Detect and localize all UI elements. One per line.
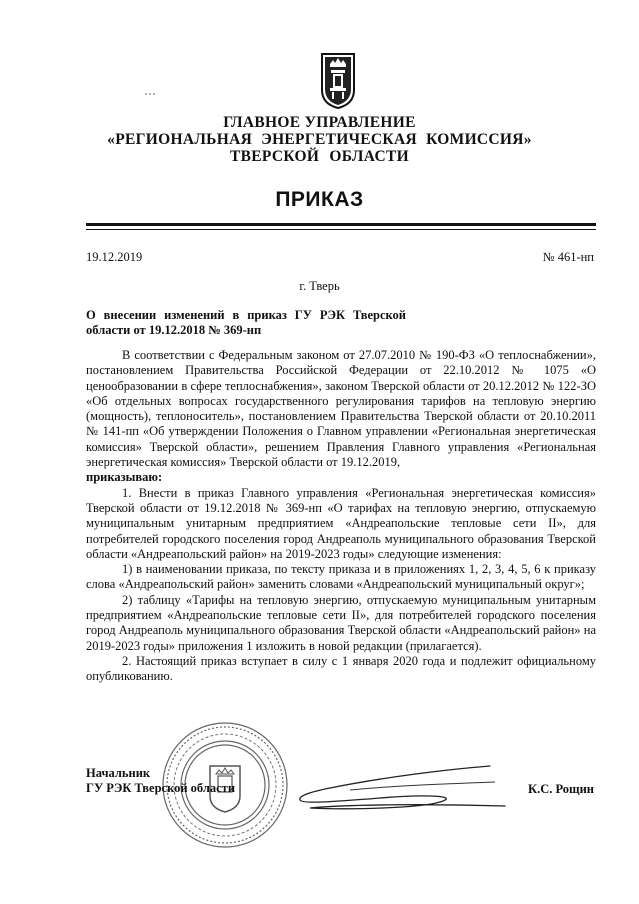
header-line-3: ТВЕРСКОЙ ОБЛАСТИ [230, 148, 409, 165]
document-city: г. Тверь [299, 279, 340, 293]
header-rule-thin [86, 229, 596, 230]
signatory-position-line-1: Начальник [86, 766, 151, 780]
item-1-2-paragraph: 2) таблицу «Тарифы на тепловую энергию, отпускаемую муниципальным унитарным предприятием «Андреапольские тепловые сети II», для потребителей городского поселения город Андреаполь муниципального образования Тверской области «Андреапольский район» на 2019-2023 годы» приложения 1 изложить в новой редакции (прилагается). [86, 592, 596, 653]
item-1-paragraph: 1. Внести в приказ Главного управления «Региональная энергетическая комиссия» Тверской области от 19.12.2018 № 369-нп «О тарифах на тепловую энергию, отпускаемую муниципальным унитарным предприятием «Андреапольские тепловые сети II», для потребителей городского поселения город Андреаполь муниципального образования Тверской области «Андреапольский район» на 2019-2023 годы» следующие изменения: [86, 485, 596, 561]
document-number: № 461-нп [542, 250, 594, 264]
document-subject: О внесении изменений в приказ ГУ РЭК Тверской области от 19.12.2018 № 369-нп [86, 308, 406, 337]
item-1-1-paragraph: 1) в наименовании приказа, по тексту приказа и в приложениях 1, 2, 3, 4, 5, 6 к приказу слова «Андреапольский район» заменить словами «Андреапольский муниципальный округ»; [86, 562, 596, 592]
signatory-position [86, 766, 235, 796]
header-line-1: ГЛАВНОЕ УПРАВЛЕНИЕ [223, 114, 416, 131]
handwritten-signature [290, 760, 510, 815]
coat-of-arms-emblem [318, 50, 358, 110]
header-rule-thick [86, 223, 596, 226]
document-body [86, 348, 596, 685]
signatory-position-line-2: ГУ РЭК Тверской области [86, 781, 236, 795]
decree-word: приказываю: [86, 470, 163, 485]
preamble-paragraph: В соответствии с Федеральным законом от 27.07.2010 № 190-ФЗ «О теплоснабжении», постановлением Правительства Российской Федерации от 22.10.2012 № 1075 «О ценообразовании в сфере теплоснабжения», законом Тверской области от 20.12.2012 № 122-ЗО «Об отдельных вопросах государственного регулирования тарифов на тепловую энергию (мощность), теплоноситель», постановлением Правительства Тверской области от 20.10.2011 № 141-пп «Об утверждении Положения о Главном управлении «Региональная энергетическая комиссия» Тверской области», решением Правления Главного управления «Региональная энергетическая комиссия» Тверской области от 19.12.2019, [86, 348, 596, 470]
item-2-paragraph: 2. Настоящий приказ вступает в силу с 1 января 2020 года и подлежит официальному опубликованию. [86, 653, 596, 684]
header-line-2: «РЕГИОНАЛЬНАЯ ЭНЕРГЕТИЧЕСКАЯ КОМИССИЯ» [107, 131, 532, 148]
scan-speck [144, 92, 156, 96]
document-date: 19.12.2019 [86, 250, 143, 264]
signatory-name: К.С. Рощин [528, 782, 594, 796]
document-title: ПРИКАЗ [275, 188, 364, 211]
